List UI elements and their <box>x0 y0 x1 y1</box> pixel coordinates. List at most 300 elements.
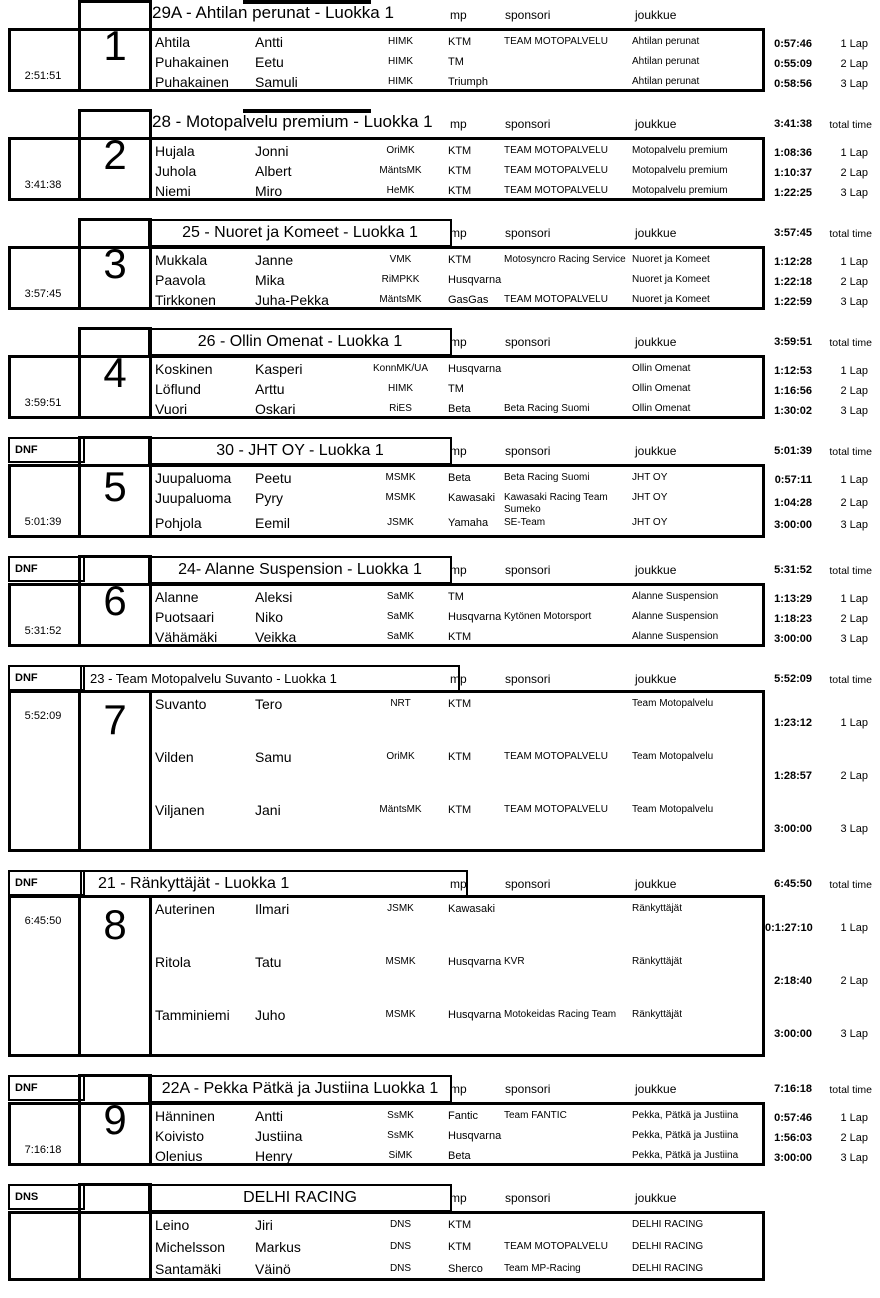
rider-sponsor: Team MP-Racing <box>504 1263 581 1274</box>
lap-time: 0:57:46 <box>774 38 812 50</box>
lap-label: 1 Lap <box>840 256 868 268</box>
rider-first-name: Miro <box>255 183 283 199</box>
rider-last-name: Ahtila <box>155 34 191 50</box>
rider-last-name: Niemi <box>155 183 191 199</box>
rider-bike-brand: Husqvarna <box>448 1009 502 1021</box>
rider-bike-brand: KTM <box>448 804 472 816</box>
rider-sponsor: TEAM MOTOPALVELU <box>504 751 608 762</box>
lap-row <box>765 901 880 954</box>
rider-row <box>151 1261 762 1283</box>
rider-team: Ränkyttäjät <box>632 1009 683 1020</box>
position-box <box>78 555 152 647</box>
rider-club: SsMK <box>387 1130 414 1141</box>
block-total-time: 3:41:38 <box>24 179 62 191</box>
rider-club: HIMK <box>388 76 413 87</box>
rider-club: RiMPKK <box>381 274 420 285</box>
rider-row <box>151 1148 762 1168</box>
rider-first-name: Peetu <box>255 470 292 486</box>
block-total-time: 5:01:39 <box>24 516 62 528</box>
rider-sponsor: Motokeidas Racing Team <box>504 1009 617 1020</box>
rider-bike-brand: Husqvarna <box>448 611 502 623</box>
team-title: 23 - Team Motopalvelu Suvanto - Luokka 1 <box>80 665 460 693</box>
rider-row <box>151 609 762 629</box>
rider-last-name: Mukkala <box>155 252 208 268</box>
lap-row <box>765 1148 880 1168</box>
rider-row <box>151 589 762 609</box>
position-number: 3 <box>103 240 127 287</box>
rider-row <box>151 401 762 421</box>
column-header-team: joukkue <box>635 877 677 891</box>
lap-row <box>765 74 880 94</box>
rider-team: Ahtilan perunat <box>632 76 700 87</box>
total-time-label: total time <box>829 119 872 131</box>
rider-row <box>151 954 762 1007</box>
column-header-team: joukkue <box>635 226 677 240</box>
rider-club: RiES <box>389 403 412 414</box>
lap-time: 1:23:12 <box>774 716 812 729</box>
rider-first-name: Markus <box>255 1239 301 1255</box>
lap-row <box>765 1007 880 1060</box>
team-title: 28 - Motopalvelu premium - Luokka 1 <box>152 112 433 131</box>
rider-first-name: Kasperi <box>255 361 303 377</box>
rider-bike-brand: KTM <box>448 254 472 266</box>
result-block <box>0 664 880 852</box>
rider-first-name: Oskari <box>255 401 296 417</box>
rider-last-name: Paavola <box>155 272 206 288</box>
rider-last-name: Michelsson <box>155 1239 226 1255</box>
lap-time: 0:55:09 <box>774 58 812 70</box>
rider-club: HIMK <box>388 36 413 47</box>
lap-time: 0:57:11 <box>774 474 812 486</box>
rider-row <box>151 1128 762 1148</box>
rider-team: Ränkyttäjät <box>632 903 683 914</box>
team-title: DELHI RACING <box>148 1184 452 1212</box>
position-box <box>78 218 152 310</box>
status-badge: DNF <box>8 1075 85 1101</box>
rider-team: Alanne Suspension <box>632 611 719 622</box>
lap-label: 2 Lap <box>840 769 868 782</box>
status-badge: DNF <box>8 870 85 896</box>
rider-rows <box>151 467 762 535</box>
status-badge: DNS <box>8 1184 85 1210</box>
rider-last-name: Juhola <box>155 163 197 179</box>
rider-team: Ollin Omenat <box>632 363 691 374</box>
rider-sponsor: Team FANTIC <box>504 1110 567 1121</box>
block-total-time: 5:31:52 <box>24 625 62 637</box>
rider-last-name: Puhakainen <box>155 74 229 90</box>
rider-club: MSMK <box>385 1009 416 1020</box>
lap-label: 3 Lap <box>840 78 868 90</box>
rider-club: HIMK <box>388 56 413 67</box>
total-time-label: total time <box>829 1084 872 1096</box>
total-time-value: 3:57:45 <box>774 227 812 239</box>
rider-bike-brand: Kawasaki <box>448 492 496 504</box>
rider-first-name: Janne <box>255 252 294 268</box>
lap-time: 1:28:57 <box>774 769 812 782</box>
lap-label: 2 Lap <box>840 496 868 509</box>
position-box <box>78 895 152 1057</box>
column-header-sponsor: sponsori <box>505 444 551 458</box>
status-badge: DNF <box>8 556 85 582</box>
block-total-time: 3:57:45 <box>24 288 62 300</box>
lap-times-rail <box>765 583 880 647</box>
rider-rows <box>151 586 762 644</box>
lap-time: 3:00:00 <box>774 633 812 645</box>
rider-last-name: Santamäki <box>155 1261 222 1277</box>
lap-label: 2 Lap <box>840 276 868 288</box>
position-box <box>78 1183 152 1281</box>
rider-club: SaMK <box>386 611 415 622</box>
status-badge: DNF <box>8 665 85 691</box>
rider-rows <box>151 898 762 1054</box>
lap-time: 1:22:25 <box>774 187 812 199</box>
result-block <box>0 218 880 310</box>
column-header-sponsor: sponsori <box>505 672 551 686</box>
lap-times-rail <box>765 137 880 201</box>
lap-times-rail <box>765 690 880 852</box>
rider-club: JSMK <box>387 903 414 914</box>
lap-row <box>765 470 880 490</box>
rider-first-name: Justiina <box>255 1128 303 1144</box>
result-block <box>0 869 880 1057</box>
total-time-label: total time <box>829 674 872 686</box>
rider-team: DELHI RACING <box>632 1263 704 1274</box>
result-block <box>0 109 880 201</box>
rider-first-name: Pyry <box>255 490 283 506</box>
lap-label: 3 Lap <box>840 633 868 645</box>
lap-label: 3 Lap <box>840 822 868 835</box>
rider-team: DELHI RACING <box>632 1241 704 1252</box>
rider-club: SiMK <box>388 1150 413 1161</box>
rider-first-name: Ilmari <box>255 901 290 917</box>
rider-club: MäntsMK <box>379 804 422 815</box>
rider-last-name: Puotsaari <box>155 609 215 625</box>
rider-bike-brand: KTM <box>448 1241 472 1253</box>
rider-last-name: Suvanto <box>155 696 207 712</box>
rider-first-name: Juho <box>255 1007 286 1023</box>
position-box <box>78 109 152 201</box>
rider-row <box>151 292 762 312</box>
rider-row <box>151 749 762 802</box>
lap-label: 1 Lap <box>840 716 868 729</box>
rider-sponsor: Kytönen Motorsport <box>504 611 592 622</box>
lap-row <box>765 490 880 515</box>
column-header-mp: mp <box>450 672 467 686</box>
rider-team: Alanne Suspension <box>632 591 719 602</box>
rider-rows <box>151 1105 762 1163</box>
column-header-mp: mp <box>450 335 467 349</box>
lap-time: 2:18:40 <box>774 974 812 987</box>
rider-club: OriMK <box>386 145 415 156</box>
rider-last-name: Hujala <box>155 143 195 159</box>
total-time-label: total time <box>829 879 872 891</box>
lap-time: 1:22:59 <box>774 296 812 308</box>
rider-club: OriMK <box>386 751 415 762</box>
rider-row <box>151 1007 762 1060</box>
rider-rows <box>151 31 762 89</box>
rider-team: JHT OY <box>632 492 668 503</box>
rider-row <box>151 272 762 292</box>
block-total-time: 5:52:09 <box>24 710 62 722</box>
rider-row <box>151 802 762 855</box>
rider-last-name: Vuori <box>155 401 188 417</box>
rider-team: Ränkyttäjät <box>632 956 683 967</box>
rider-bike-brand: Sherco <box>448 1263 483 1275</box>
rider-sponsor: TEAM MOTOPALVELU <box>504 294 608 305</box>
rider-row <box>151 34 762 54</box>
rider-last-name: Olenius <box>155 1148 203 1164</box>
lap-time: 3:00:00 <box>774 1027 812 1040</box>
column-header-sponsor: sponsori <box>505 1191 551 1205</box>
rider-rows <box>151 140 762 198</box>
lap-time: 1:12:28 <box>774 256 812 268</box>
total-time-value: 3:59:51 <box>774 336 812 348</box>
rider-club: SsMK <box>387 1110 414 1121</box>
rider-last-name: Pohjola <box>155 515 202 531</box>
rider-row <box>151 1217 762 1239</box>
rider-sponsor: Motosyncro Racing Service <box>504 254 626 265</box>
rider-team: Team Motopalvelu <box>632 804 714 815</box>
rider-first-name: Antti <box>255 34 284 50</box>
rider-row <box>151 1239 762 1261</box>
rider-row <box>151 252 762 272</box>
lap-time: 1:04:28 <box>774 496 812 509</box>
rider-team: Alanne Suspension <box>632 631 719 642</box>
rider-row <box>151 143 762 163</box>
block-total-time: 6:45:50 <box>24 915 62 927</box>
position-box <box>78 1074 152 1166</box>
rider-last-name: Löflund <box>155 381 201 397</box>
rider-club: MSMK <box>385 492 416 503</box>
position-number: 7 <box>103 696 127 743</box>
rider-sponsor: Kawasaki Racing Team Sumeko <box>504 492 608 515</box>
column-header-team: joukkue <box>635 1191 677 1205</box>
rider-bike-brand: KTM <box>448 751 472 763</box>
rider-team: JHT OY <box>632 472 668 483</box>
rider-first-name: Jiri <box>255 1217 273 1233</box>
rider-last-name: Hänninen <box>155 1108 215 1124</box>
lap-label: 1 Lap <box>840 593 868 605</box>
result-block <box>0 555 880 647</box>
lap-times-rail <box>765 355 880 419</box>
rider-last-name: Alanne <box>155 589 199 605</box>
lap-row <box>765 802 880 855</box>
rider-club: VMK <box>389 254 412 265</box>
lap-label: 1 Lap <box>840 365 868 377</box>
rider-last-name: Vähämäki <box>155 629 218 645</box>
rider-first-name: Juha-Pekka <box>255 292 329 308</box>
position-number: 8 <box>103 901 127 948</box>
rider-club: HIMK <box>388 383 413 394</box>
rider-bike-brand: KTM <box>448 185 472 197</box>
lap-label: 2 Lap <box>840 613 868 625</box>
rider-first-name: Arttu <box>255 381 285 397</box>
lap-row <box>765 515 880 535</box>
lap-row <box>765 34 880 54</box>
lap-label: 1 Lap <box>840 1112 868 1124</box>
lap-row <box>765 163 880 183</box>
rider-team: Motopalvelu premium <box>632 145 728 156</box>
rider-team: Pekka, Pätkä ja Justiina <box>632 1150 739 1161</box>
rider-row <box>151 470 762 490</box>
lap-label: 3 Lap <box>840 1027 868 1040</box>
rider-row <box>151 490 762 515</box>
column-header-mp: mp <box>450 8 467 22</box>
lap-row <box>765 183 880 203</box>
rider-team: Nuoret ja Komeet <box>632 254 710 265</box>
rider-first-name: Eemil <box>255 515 291 531</box>
column-header-mp: mp <box>450 444 467 458</box>
rider-first-name: Albert <box>255 163 292 179</box>
result-block <box>0 1074 880 1166</box>
rider-bike-brand: TM <box>448 56 464 68</box>
rider-bike-brand: KTM <box>448 698 472 710</box>
rider-sponsor: TEAM MOTOPALVELU <box>504 1241 608 1252</box>
rider-first-name: Henry <box>255 1148 293 1164</box>
position-box <box>78 0 152 92</box>
column-header-mp: mp <box>450 1082 467 1096</box>
lap-time: 1:18:23 <box>774 613 812 625</box>
lap-row <box>765 292 880 312</box>
rider-club: DNS <box>389 1241 412 1252</box>
lap-row <box>765 1128 880 1148</box>
rider-team: Team Motopalvelu <box>632 751 714 762</box>
column-header-sponsor: sponsori <box>505 8 551 22</box>
lap-times-rail <box>765 246 880 310</box>
column-header-team: joukkue <box>635 8 677 22</box>
rider-first-name: Veikka <box>255 629 297 645</box>
rider-bike-brand: Beta <box>448 1150 471 1162</box>
rider-last-name: Tirkkonen <box>155 292 216 308</box>
rider-first-name: Samu <box>255 749 292 765</box>
rider-bike-brand: Beta <box>448 403 471 415</box>
position-number: 6 <box>103 577 127 624</box>
lap-time: 0:58:56 <box>774 78 812 90</box>
rider-row <box>151 183 762 203</box>
rider-club: MSMK <box>385 956 416 967</box>
column-header-mp: mp <box>450 563 467 577</box>
lap-row <box>765 143 880 163</box>
rider-row <box>151 74 762 94</box>
lap-label: 1 Lap <box>840 921 868 934</box>
total-time-label: total time <box>829 446 872 458</box>
lap-row <box>765 589 880 609</box>
position-number: 2 <box>103 131 127 178</box>
block-total-time: 7:16:18 <box>24 1144 62 1156</box>
rider-row <box>151 901 762 954</box>
rider-club: NRT <box>390 698 411 709</box>
rider-bike-brand: Kawasaki <box>448 903 496 915</box>
position-box <box>78 690 152 852</box>
total-time-value: 7:16:18 <box>774 1083 812 1095</box>
rider-last-name: Viljanen <box>155 802 205 818</box>
rider-bike-brand: Husqvarna <box>448 274 502 286</box>
rider-bike-brand: Fantic <box>448 1110 478 1122</box>
column-header-sponsor: sponsori <box>505 226 551 240</box>
total-time-value: 5:52:09 <box>774 673 812 685</box>
lap-label: 3 Lap <box>840 519 868 531</box>
rider-team: JHT OY <box>632 517 668 528</box>
rider-last-name: Juupaluoma <box>155 490 232 506</box>
rider-team: DELHI RACING <box>632 1219 704 1230</box>
rider-last-name: Vilden <box>155 749 194 765</box>
rider-club: SaMK <box>386 591 415 602</box>
lap-time: 3:00:00 <box>774 1152 812 1164</box>
team-title: 25 - Nuoret ja Komeet - Luokka 1 <box>148 219 452 247</box>
lap-row <box>765 696 880 749</box>
rider-sponsor: Beta Racing Suomi <box>504 403 590 414</box>
rider-sponsor: TEAM MOTOPALVELU <box>504 145 608 156</box>
lap-label: 1 Lap <box>840 38 868 50</box>
column-header-sponsor: sponsori <box>505 877 551 891</box>
lap-time: 3:00:00 <box>774 519 812 531</box>
position-box <box>78 436 152 538</box>
rider-row <box>151 54 762 74</box>
status-badge: DNF <box>8 437 85 463</box>
column-header-sponsor: sponsori <box>505 117 551 131</box>
total-time-label: total time <box>829 565 872 577</box>
column-header-team: joukkue <box>635 1082 677 1096</box>
lap-row <box>765 252 880 272</box>
rider-last-name: Leino <box>155 1217 190 1233</box>
rider-bike-brand: TM <box>448 383 464 395</box>
rider-club: DNS <box>389 1263 412 1274</box>
lap-row <box>765 749 880 802</box>
lap-label: 2 Lap <box>840 167 868 179</box>
rider-team: Ahtilan perunat <box>632 56 700 67</box>
rider-last-name: Koivisto <box>155 1128 205 1144</box>
rider-club: DNS <box>389 1219 412 1230</box>
column-header-sponsor: sponsori <box>505 335 551 349</box>
rider-bike-brand: KTM <box>448 145 472 157</box>
column-header-sponsor: sponsori <box>505 563 551 577</box>
rider-bike-brand: GasGas <box>448 294 489 306</box>
rider-bike-brand: Beta <box>448 472 471 484</box>
rider-sponsor: KVR <box>504 956 525 967</box>
total-time-label: total time <box>829 337 872 349</box>
rider-sponsor: SE-Team <box>504 517 546 528</box>
rider-team: Motopalvelu premium <box>632 185 728 196</box>
rider-first-name: Jonni <box>255 143 289 159</box>
column-header-mp: mp <box>450 877 467 891</box>
lap-time: 3:00:00 <box>774 822 812 835</box>
lap-label: 2 Lap <box>840 1132 868 1144</box>
team-title: 26 - Ollin Omenat - Luokka 1 <box>148 328 452 356</box>
lap-time: 1:08:36 <box>774 147 812 159</box>
rider-rows <box>151 1214 762 1278</box>
column-header-team: joukkue <box>635 672 677 686</box>
rider-first-name: Tero <box>255 696 283 712</box>
lap-time: 1:30:02 <box>774 405 812 417</box>
position-box <box>78 327 152 419</box>
lap-row <box>765 272 880 292</box>
lap-row <box>765 629 880 649</box>
lap-label: 1 Lap <box>840 147 868 159</box>
block-total-time: 3:59:51 <box>24 397 62 409</box>
lap-label: 3 Lap <box>840 1152 868 1164</box>
lap-label: 2 Lap <box>840 385 868 397</box>
lap-label: 1 Lap <box>840 474 868 486</box>
rider-sponsor: TEAM MOTOPALVELU <box>504 36 608 47</box>
lap-times-rail <box>765 895 880 1057</box>
rider-team: Ollin Omenat <box>632 403 691 414</box>
rider-rows <box>151 693 762 849</box>
rider-row <box>151 361 762 381</box>
rider-team: Ahtilan perunat <box>632 36 700 47</box>
position-number: 4 <box>103 349 127 396</box>
rider-rows <box>151 249 762 307</box>
lap-time: 1:22:18 <box>774 276 812 288</box>
